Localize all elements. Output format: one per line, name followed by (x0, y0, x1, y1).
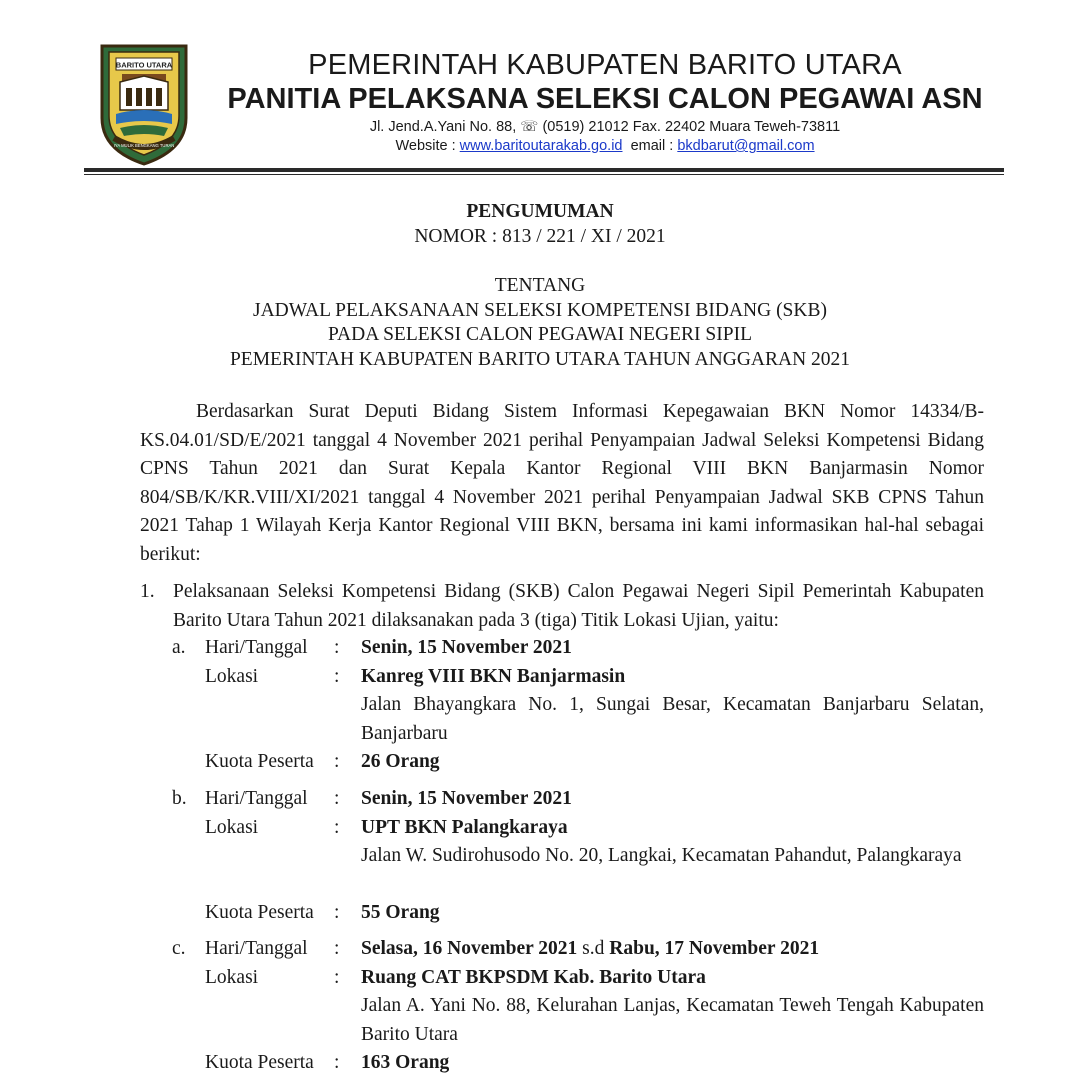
date-label: Hari/Tanggal (205, 637, 308, 658)
announcement-subject (0, 274, 1080, 372)
colon: : (334, 816, 340, 838)
location-address: Jalan A. Yani No. 88, Kelurahan Lanjas, Kecamatan Teweh Tengah Kabupaten Barito Utara (361, 995, 984, 1045)
location-label: Lokasi (205, 665, 259, 687)
contact-line (200, 137, 1010, 156)
government-name: PEMERINTAH KABUPATEN BARITO UTARA (308, 49, 902, 81)
location-row (205, 663, 984, 692)
colon: : (334, 966, 340, 988)
date-value: Senin, 15 November 2021 (361, 788, 572, 809)
colon: : (334, 665, 340, 687)
letterhead-rule-thick (84, 168, 1004, 172)
subject-line-3: PEMERINTAH KABUPATEN BARITO UTARA TAHUN ANGGARAN 2021 (229, 348, 851, 370)
office-address: Jl. Jend.A.Yani No. 88, ☏ (0519) 21012 Fax. 22402 Muara Teweh-73811 (369, 119, 841, 135)
date-row (205, 935, 984, 964)
item-text: Pelaksanaan Seleksi Kompetensi Bidang (SKB) Calon Pegawai Negeri Sipil Pemerintah Kabupaten Barito Utara Tahun 2021 dilaksanakan pada 3 (tiga) Titik Lokasi Ujian, yaitu: (173, 581, 984, 631)
announcement-number: NOMOR : 813 / 221 / XI / 2021 (414, 225, 666, 247)
logo-text-top: BARITO UTARA (115, 60, 173, 70)
location-address: Jalan Bhayangkara No. 1, Sungai Besar, Kecamatan Banjarbaru Selatan, Banjarbaru (361, 694, 984, 744)
location-letter: c. (172, 938, 186, 959)
date-row (205, 785, 984, 814)
date-separator: s.d (577, 938, 610, 959)
announcement-title (0, 200, 1080, 249)
date-value: Senin, 15 November 2021 (361, 637, 572, 658)
location-row (205, 964, 984, 993)
quota-label: Kuota Peserta (205, 1052, 314, 1074)
location-label: Lokasi (205, 966, 259, 988)
date-label: Hari/Tanggal (205, 938, 308, 959)
location-label: Lokasi (205, 816, 259, 838)
location-letter: b. (172, 788, 187, 809)
date-end: Rabu, 17 November 2021 (609, 938, 820, 959)
location-value: UPT BKN Palangkaraya (361, 816, 568, 838)
website-link[interactable]: www.baritoutarakab.go.id (459, 138, 623, 154)
email-label: email : (630, 138, 674, 154)
logo-text-bottom: IYA MULIK BENGKANG TURAN (113, 143, 175, 148)
colon: : (334, 751, 340, 773)
quota-label: Kuota Peserta (205, 902, 314, 924)
colon: : (334, 1052, 340, 1074)
regency-emblem-icon (94, 38, 194, 168)
quota-label: Kuota Peserta (205, 751, 314, 773)
date-label: Hari/Tanggal (205, 788, 308, 809)
colon: : (334, 637, 340, 658)
date-start: Selasa, 16 November 2021 (361, 938, 578, 959)
colon: : (334, 902, 340, 924)
location-address: Jalan W. Sudirohusodo No. 20, Langkai, Kecamatan Pahandut, Palangkaraya (361, 845, 962, 867)
letterhead (0, 0, 1080, 180)
quota-row (205, 1049, 984, 1078)
date-row (205, 634, 984, 663)
announcement-heading: PENGUMUMAN (466, 201, 614, 222)
subject-line-1: JADWAL PELAKSANAAN SELEKSI KOMPETENSI BIDANG (SKB) (253, 299, 827, 321)
committee-name: PANITIA PELAKSANA SELEKSI CALON PEGAWAI ASN (227, 83, 983, 115)
quota-row (205, 748, 984, 777)
location-value: Kanreg VIII BKN Banjarmasin (361, 665, 626, 687)
colon: : (334, 788, 340, 809)
location-row (205, 814, 984, 843)
location-value: Ruang CAT BKPSDM Kab. Barito Utara (361, 966, 706, 988)
letterhead-rule-thin (84, 174, 1004, 175)
letterhead-text (200, 48, 1010, 156)
website-label: Website : (395, 138, 456, 154)
quota-row (205, 899, 984, 928)
colon: : (334, 938, 340, 959)
location-letter: a. (172, 637, 186, 658)
intro-paragraph: Berdasarkan Surat Deputi Bidang Sistem Informasi Kepegawaian BKN Nomor 14334/B-KS.04.01/SD/E/2021 tanggal 4 November 2021 perihal Penyampaian Jadwal Seleksi Kompetensi Bidang CPNS Tahun 2021 dan Surat Kepala Kantor Regional VIII BKN Banjarmasin Nomor 804/SB/K/KR.VIII/XI/2021 tanggal 4 November 2021 perihal Penyampaian Jadwal SKB CPNS Tahun 2021 Tahap 1 Wilayah Kerja Kantor Regional VIII BKN, bersama ini kami informasikan hal-hal sebagai berikut: (140, 401, 984, 565)
item-number: 1. (140, 581, 155, 602)
quota-value: 55 Orang (361, 902, 440, 924)
about-label: TENTANG (494, 275, 586, 296)
quota-value: 163 Orang (361, 1052, 450, 1074)
quota-value: 26 Orang (361, 751, 440, 773)
subject-line-2: PADA SELEKSI CALON PEGAWAI NEGERI SIPIL (327, 324, 753, 345)
email-link[interactable]: bkdbarut@gmail.com (677, 138, 815, 154)
date-value (361, 935, 984, 964)
